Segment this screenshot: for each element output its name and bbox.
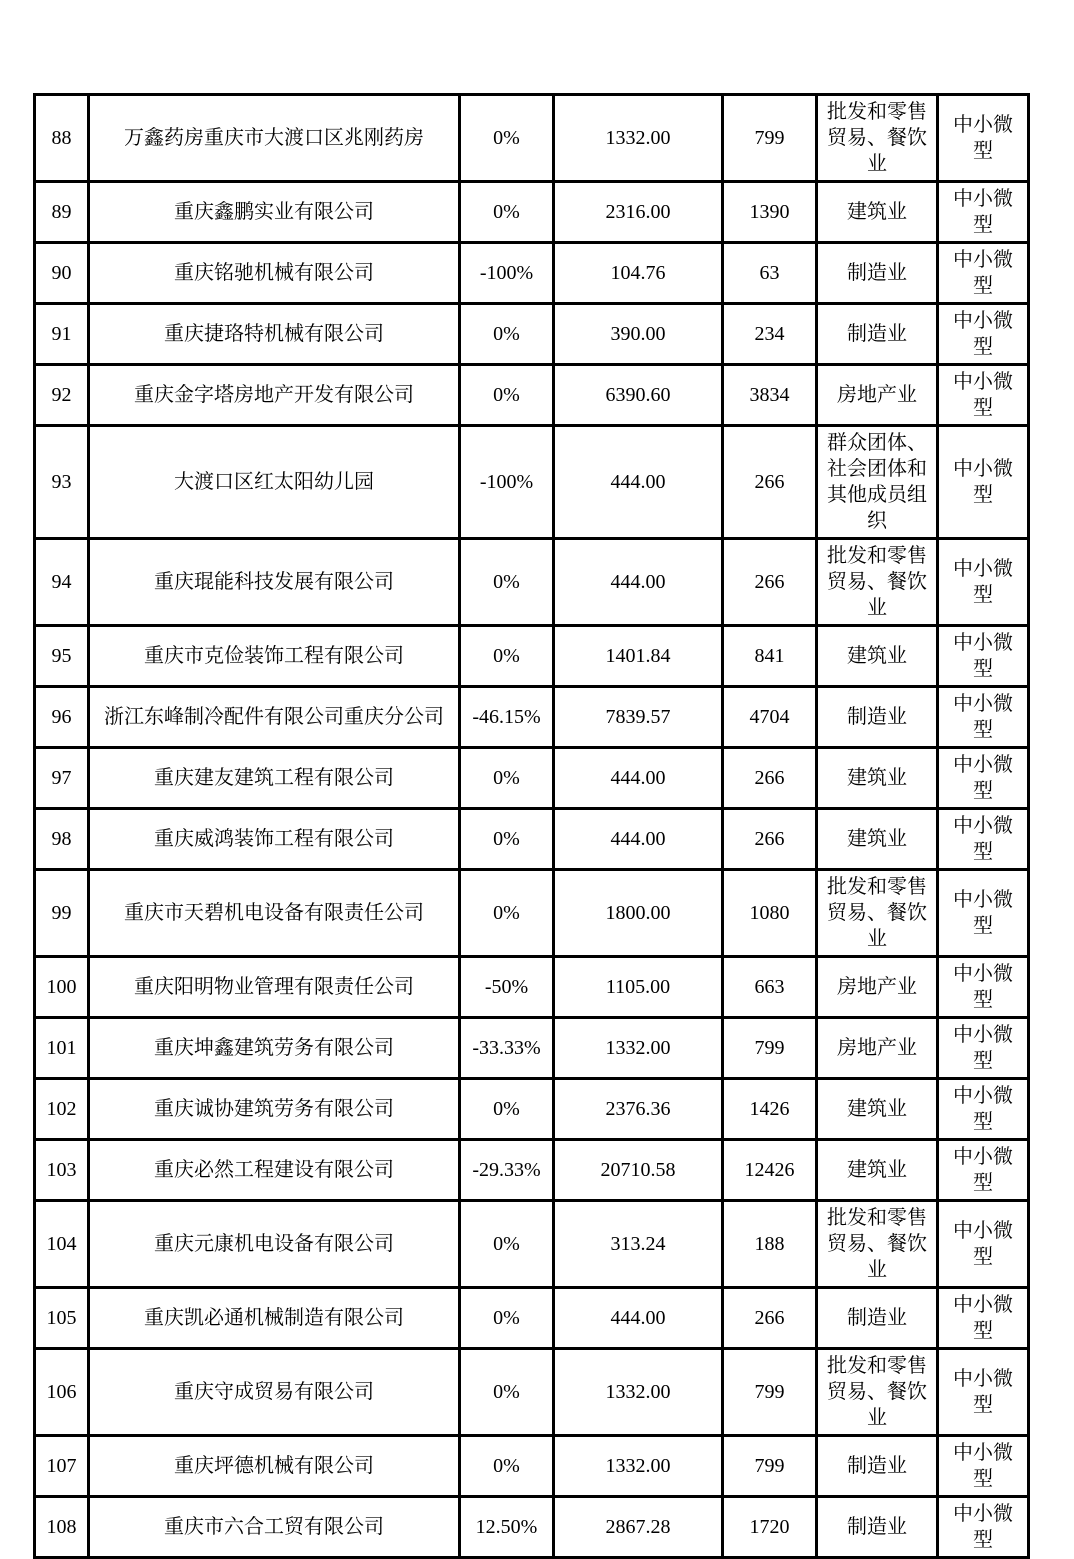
count-value: 1720: [723, 1497, 817, 1558]
count-value: 1080: [723, 870, 817, 957]
amount-value: 2316.00: [554, 182, 723, 243]
table-row: [35, 870, 1029, 957]
row-number: 96: [35, 687, 89, 748]
enterprise-type-label: 中小微型: [938, 1497, 1029, 1558]
growth-percent: 0%: [460, 1201, 554, 1288]
growth-percent: 0%: [460, 1288, 554, 1349]
company-name: 重庆建友建筑工程有限公司: [89, 748, 460, 809]
table-row: [35, 95, 1029, 182]
company-name: 重庆必然工程建设有限公司: [89, 1140, 460, 1201]
company-name: 重庆元康机电设备有限公司: [89, 1201, 460, 1288]
growth-percent: -29.33%: [460, 1140, 554, 1201]
enterprise-type-label: 中小微型: [938, 1349, 1029, 1436]
industry-label: 制造业: [817, 304, 938, 365]
company-table: [33, 93, 1030, 1559]
amount-value: 1401.84: [554, 626, 723, 687]
amount-value: 313.24: [554, 1201, 723, 1288]
table-row: [35, 748, 1029, 809]
table-row: [35, 243, 1029, 304]
industry-label: 制造业: [817, 1288, 938, 1349]
industry-label: 制造业: [817, 1497, 938, 1558]
enterprise-type-label: 中小微型: [938, 687, 1029, 748]
industry-label: 制造业: [817, 1436, 938, 1497]
enterprise-type-label: 中小微型: [938, 426, 1029, 539]
growth-percent: -46.15%: [460, 687, 554, 748]
industry-label: 批发和零售贸易、餐饮业: [817, 870, 938, 957]
growth-percent: 0%: [460, 365, 554, 426]
industry-label: 群众团体、社会团体和其他成员组织: [817, 426, 938, 539]
enterprise-type-label: 中小微型: [938, 182, 1029, 243]
row-number: 107: [35, 1436, 89, 1497]
industry-label: 建筑业: [817, 1140, 938, 1201]
amount-value: 444.00: [554, 809, 723, 870]
enterprise-type-label: 中小微型: [938, 870, 1029, 957]
count-value: 188: [723, 1201, 817, 1288]
count-value: 1426: [723, 1079, 817, 1140]
count-value: 1390: [723, 182, 817, 243]
company-name: 重庆市六合工贸有限公司: [89, 1497, 460, 1558]
table-row: [35, 1497, 1029, 1558]
enterprise-type-label: 中小微型: [938, 1436, 1029, 1497]
growth-percent: -50%: [460, 957, 554, 1018]
table-row: [35, 1349, 1029, 1436]
count-value: 799: [723, 1436, 817, 1497]
growth-percent: -100%: [460, 426, 554, 539]
count-value: 266: [723, 809, 817, 870]
growth-percent: 0%: [460, 304, 554, 365]
enterprise-type-label: 中小微型: [938, 809, 1029, 870]
company-name: 重庆铭驰机械有限公司: [89, 243, 460, 304]
row-number: 91: [35, 304, 89, 365]
table-row: [35, 957, 1029, 1018]
amount-value: 1800.00: [554, 870, 723, 957]
enterprise-type-label: 中小微型: [938, 957, 1029, 1018]
amount-value: 444.00: [554, 539, 723, 626]
count-value: 799: [723, 1018, 817, 1079]
count-value: 799: [723, 95, 817, 182]
amount-value: 444.00: [554, 1288, 723, 1349]
row-number: 89: [35, 182, 89, 243]
enterprise-type-label: 中小微型: [938, 1079, 1029, 1140]
row-number: 98: [35, 809, 89, 870]
enterprise-type-label: 中小微型: [938, 1018, 1029, 1079]
table-row: [35, 1288, 1029, 1349]
count-value: 266: [723, 1288, 817, 1349]
amount-value: 2376.36: [554, 1079, 723, 1140]
company-name: 大渡口区红太阳幼儿园: [89, 426, 460, 539]
row-number: 97: [35, 748, 89, 809]
growth-percent: 0%: [460, 95, 554, 182]
company-name: 重庆市天碧机电设备有限责任公司: [89, 870, 460, 957]
growth-percent: 0%: [460, 870, 554, 957]
row-number: 100: [35, 957, 89, 1018]
row-number: 106: [35, 1349, 89, 1436]
count-value: 3834: [723, 365, 817, 426]
row-number: 101: [35, 1018, 89, 1079]
industry-label: 建筑业: [817, 1079, 938, 1140]
table-row: [35, 1079, 1029, 1140]
table-row: [35, 1201, 1029, 1288]
company-name: 重庆捷珞特机械有限公司: [89, 304, 460, 365]
growth-percent: 12.50%: [460, 1497, 554, 1558]
enterprise-type-label: 中小微型: [938, 1140, 1029, 1201]
row-number: 108: [35, 1497, 89, 1558]
amount-value: 444.00: [554, 748, 723, 809]
count-value: 63: [723, 243, 817, 304]
company-name: 重庆琨能科技发展有限公司: [89, 539, 460, 626]
table-row: [35, 1436, 1029, 1497]
company-name: 重庆市克俭装饰工程有限公司: [89, 626, 460, 687]
company-name: 重庆坤鑫建筑劳务有限公司: [89, 1018, 460, 1079]
growth-percent: 0%: [460, 182, 554, 243]
count-value: 266: [723, 539, 817, 626]
amount-value: 1332.00: [554, 1436, 723, 1497]
count-value: 234: [723, 304, 817, 365]
count-value: 799: [723, 1349, 817, 1436]
table-row: [35, 1018, 1029, 1079]
growth-percent: 0%: [460, 539, 554, 626]
amount-value: 1332.00: [554, 1018, 723, 1079]
table-sheet: [33, 93, 1030, 1559]
growth-percent: 0%: [460, 809, 554, 870]
growth-percent: -100%: [460, 243, 554, 304]
row-number: 105: [35, 1288, 89, 1349]
amount-value: 390.00: [554, 304, 723, 365]
industry-label: 批发和零售贸易、餐饮业: [817, 1201, 938, 1288]
table-row: [35, 539, 1029, 626]
table-row: [35, 365, 1029, 426]
enterprise-type-label: 中小微型: [938, 1201, 1029, 1288]
industry-label: 建筑业: [817, 182, 938, 243]
row-number: 103: [35, 1140, 89, 1201]
industry-label: 房地产业: [817, 957, 938, 1018]
industry-label: 建筑业: [817, 748, 938, 809]
growth-percent: 0%: [460, 1436, 554, 1497]
enterprise-type-label: 中小微型: [938, 626, 1029, 687]
table-body: [35, 95, 1029, 1558]
enterprise-type-label: 中小微型: [938, 304, 1029, 365]
industry-label: 批发和零售贸易、餐饮业: [817, 539, 938, 626]
row-number: 90: [35, 243, 89, 304]
industry-label: 批发和零售贸易、餐饮业: [817, 95, 938, 182]
row-number: 94: [35, 539, 89, 626]
count-value: 841: [723, 626, 817, 687]
enterprise-type-label: 中小微型: [938, 1288, 1029, 1349]
count-value: 4704: [723, 687, 817, 748]
table-row: [35, 626, 1029, 687]
table-row: [35, 687, 1029, 748]
company-name: 浙江东峰制冷配件有限公司重庆分公司: [89, 687, 460, 748]
industry-label: 制造业: [817, 687, 938, 748]
company-name: 重庆守成贸易有限公司: [89, 1349, 460, 1436]
company-name: 重庆阳明物业管理有限责任公司: [89, 957, 460, 1018]
enterprise-type-label: 中小微型: [938, 365, 1029, 426]
growth-percent: 0%: [460, 1079, 554, 1140]
growth-percent: 0%: [460, 1349, 554, 1436]
industry-label: 房地产业: [817, 1018, 938, 1079]
industry-label: 制造业: [817, 243, 938, 304]
table-row: [35, 809, 1029, 870]
amount-value: 2867.28: [554, 1497, 723, 1558]
company-name: 重庆坪德机械有限公司: [89, 1436, 460, 1497]
company-name: 重庆金字塔房地产开发有限公司: [89, 365, 460, 426]
enterprise-type-label: 中小微型: [938, 748, 1029, 809]
row-number: 93: [35, 426, 89, 539]
amount-value: 7839.57: [554, 687, 723, 748]
table-row: [35, 426, 1029, 539]
row-number: 104: [35, 1201, 89, 1288]
amount-value: 6390.60: [554, 365, 723, 426]
company-name: 重庆凯必通机械制造有限公司: [89, 1288, 460, 1349]
industry-label: 建筑业: [817, 626, 938, 687]
company-name: 重庆威鸿装饰工程有限公司: [89, 809, 460, 870]
table-row: [35, 1140, 1029, 1201]
count-value: 266: [723, 426, 817, 539]
amount-value: 444.00: [554, 426, 723, 539]
amount-value: 1332.00: [554, 95, 723, 182]
count-value: 663: [723, 957, 817, 1018]
growth-percent: 0%: [460, 626, 554, 687]
enterprise-type-label: 中小微型: [938, 243, 1029, 304]
row-number: 88: [35, 95, 89, 182]
table-row: [35, 182, 1029, 243]
amount-value: 20710.58: [554, 1140, 723, 1201]
row-number: 102: [35, 1079, 89, 1140]
amount-value: 1332.00: [554, 1349, 723, 1436]
enterprise-type-label: 中小微型: [938, 95, 1029, 182]
company-name: 重庆鑫鹏实业有限公司: [89, 182, 460, 243]
table-row: [35, 304, 1029, 365]
growth-percent: 0%: [460, 748, 554, 809]
amount-value: 1105.00: [554, 957, 723, 1018]
row-number: 99: [35, 870, 89, 957]
amount-value: 104.76: [554, 243, 723, 304]
count-value: 12426: [723, 1140, 817, 1201]
enterprise-type-label: 中小微型: [938, 539, 1029, 626]
industry-label: 建筑业: [817, 809, 938, 870]
count-value: 266: [723, 748, 817, 809]
row-number: 95: [35, 626, 89, 687]
company-name: 重庆诚协建筑劳务有限公司: [89, 1079, 460, 1140]
industry-label: 批发和零售贸易、餐饮业: [817, 1349, 938, 1436]
company-name: 万鑫药房重庆市大渡口区兆刚药房: [89, 95, 460, 182]
industry-label: 房地产业: [817, 365, 938, 426]
row-number: 92: [35, 365, 89, 426]
growth-percent: -33.33%: [460, 1018, 554, 1079]
